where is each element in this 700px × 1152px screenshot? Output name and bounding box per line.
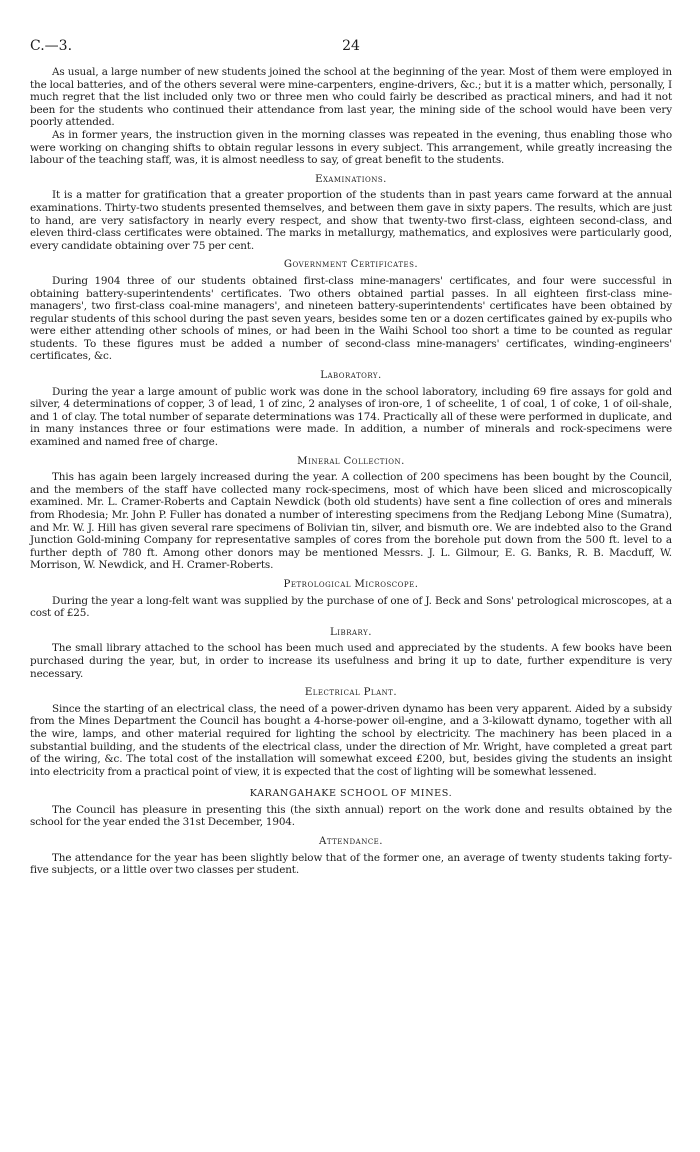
section-heading-electrical-plant: Electrical Plant. <box>304 687 398 699</box>
section-heading-attendance: Attendance. <box>318 836 384 848</box>
section-heading-petrological-microscope: Petrological Microscope. <box>283 578 419 590</box>
paragraph: During the year a long-felt want was supplied by the purchase of one of J. Beck and Sons' petrological microscopes, at a cost of £25. <box>30 594 672 620</box>
page-header <box>30 38 672 66</box>
paragraph: The attendance for the year has been slightly below that of the former one, an average of twenty students taking forty-five subjects, or a little over two classes per student. <box>30 851 672 877</box>
paragraph: As in former years, the instruction given in the morning classes was repeated in the evening, thus enabling those who were working on changing shifts to obtain regular lessons in every subject. This arrangement, while greatly increasing the labour of the teaching staff, was, it is almost needless to say, of great benefit to the students. <box>30 128 672 167</box>
section-heading-laboratory: Laboratory. <box>320 370 382 382</box>
paragraph: Since the starting of an electrical class, the need of a power-driven dynamo has been very apparent. Aided by a subsidy from the Mines Department the Council has bought a 4-horse-power oil-engine, and a 3-kilowatt dynamo, together with all the wire, lamps, and other material required for lighting the school by electricity. The machinery has been placed in a substantial building, and the students of the electrical class, under the direction of Mr. Wright, have completed a great part of the wiring, &c. The total cost of the installation will somewhat exceed £200, but, besides giving the students an insight into electricity from a practical point of view, it is expected that the cost of lighting will be somewhat lessened. <box>30 702 672 778</box>
section-heading-karangahake-school: KARANGAHAKE SCHOOL OF MINES. <box>249 788 453 800</box>
section-heading-library: Library. <box>330 626 372 638</box>
section-heading-government-certificates: Government Certificates. <box>283 259 419 271</box>
page-body <box>30 66 672 877</box>
paragraph: The Council has pleasure in presenting this (the sixth annual) report on the work done and results obtained by the school for the year ended the 31st December, 1904. <box>30 803 672 829</box>
paragraph: The small library attached to the school has been much used and appreciated by the students. A few books have been purchased during the year, but, in order to increase its usefulness and bring it up to date, further expenditure is very necessary. <box>30 642 672 680</box>
paragraph: During 1904 three of our students obtained first-class mine-managers' certificates, and four were successful in obtaining battery-superintendents' certificates. Two others obtained partial passes. In all eighteen first-class mine-managers', two first-class coal-mine managers', and nineteen battery-superintendents' certificates have been obtained by regular students of this school during the past seven years, besides some ten or a dozen certificates gained by ex-pupils who were either attending other schools of mines, or had been in the Waihi School too short a time to be counted as regular students. To these figures must be added a number of second-class mine-managers' certificates, winding-engineers' certificates, &c. <box>30 274 672 363</box>
paragraph: During the year a large amount of public work was done in the school laboratory, including 69 fire assays for gold and silver, 4 determinations of copper, 3 of lead, 1 of zinc, 2 analyses of iron-ore, 1 of scheelite, 1 of coal, 1 of coke, 1 of oil-shale, and 1 of clay. The total number of separate determinations was 174. Practically all of these were performed in duplicate, and in many instances three or four estimations were made. In addition, a number of minerals and rock-specimens were examined and named free of charge. <box>30 385 672 449</box>
page-number: 24 <box>342 38 360 54</box>
section-heading-mineral-collection: Mineral Collection. <box>297 455 405 467</box>
paragraph: As usual, a large number of new students joined the school at the beginning of the year. Most of them were employed in the local batteries, and of the others several were mine-carpenters, engine-drivers, &c.; but it is a matter which, personally, I much regret that the list included only two or three men who could fairly be described as practical miners, and had it not been for the students who continued their attendance from last year, the mining side of the school would have been very poorly attended. <box>30 66 672 129</box>
section-heading-examinations: Examinations. <box>315 173 387 185</box>
paragraph: This has again been largely increased during the year. A collection of 200 specimens has been bought by the Council, and the members of the staff have collected many rock-specimens, most of which have been sliced and microscopically examined. Mr. L. Cramer-Roberts and Captain Newdick (both old students) have sent a fine collection of ores and minerals from Rhodesia; Mr. John P. Fuller has donated a number of interesting specimens from the Redjang Lebong Mine (Sumatra), and Mr. W. J. Hill has given several rare specimens of Bolivian tin, silver, and bismuth ore. We are indebted also to the Grand Junction Gold-mining Company for representative samples of cores from the borehole put down from the 500 ft. level to a further depth of 780 ft. Among other donors may be mentioned Messrs. J. L. Gilmour, E. G. Banks, R. B. Macduff, W. Morrison, W. Newdick, and H. Cramer-Roberts. <box>30 471 672 572</box>
document-reference: C.—3. <box>30 38 73 54</box>
paragraph: It is a matter for gratification that a greater proportion of the students than in past years came forward at the annual examinations. Thirty-two students presented themselves, and between them gave in sixty papers. The results, which are just to hand, are very satisfactory in nearly every respect, and show that twenty-two first-class, eighteen second-class, and eleven third-class certificates were obtained. The marks in metallurgy, mathematics, and explosives were particularly good, every candidate obtaining over 75 per cent. <box>30 189 672 252</box>
